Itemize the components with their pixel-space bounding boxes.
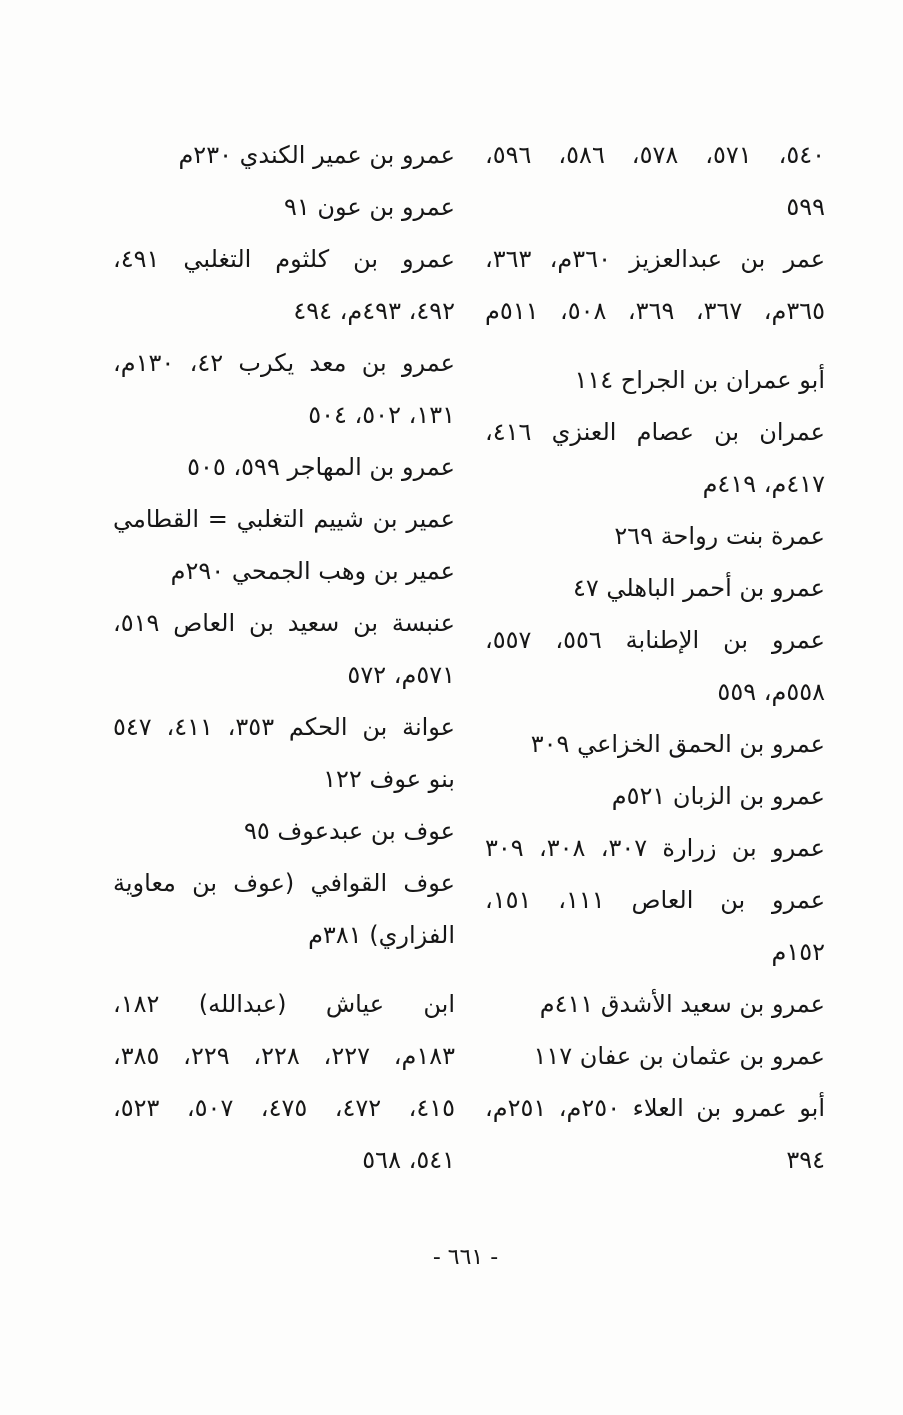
index-line: عمرو بن عثمان بن عفان ١١٧ xyxy=(533,1042,825,1070)
right-column xyxy=(485,129,825,1186)
index-line: الفزاري) ٣٨١م xyxy=(308,921,455,949)
index-line: عمرو بن الزبان ٥٢١م xyxy=(611,782,825,810)
index-line: عوف بن عبدعوف ٩٥ xyxy=(244,817,455,845)
index-line: عمير بن شييم التغلبي = القطامي xyxy=(113,505,455,533)
index-line: عمرو بن زرارة ٣٠٧، ٣٠٨، ٣٠٩ xyxy=(485,834,825,862)
index-line: ٣٦٥م، ٣٦٧، ٣٦٩، ٥٠٨، ٥١١م xyxy=(485,297,826,325)
index-line: عوانة بن الحكم ٣٥٣، ٤١١، ٥٤٧ xyxy=(113,713,456,741)
index-line: ٣٩٤ xyxy=(786,1146,825,1174)
index-line: عنبسة بن سعيد بن العاص ٥١٩، xyxy=(113,609,455,637)
index-line: عمرو بن كلثوم التغلبي ٤٩١، xyxy=(113,245,455,273)
index-line: عمرو بن سعيد الأشدق ٤١١م xyxy=(539,990,825,1018)
left-column xyxy=(113,129,455,1186)
index-line: عمرة بنت رواحة ٢٦٩ xyxy=(614,522,825,550)
index-line: عمران بن عصام العنزي ٤١٦، xyxy=(485,418,825,446)
index-line: عمر بن عبدالعزيز ٣٦٠م، ٣٦٣، xyxy=(485,245,826,273)
index-line: ٥٧١م، ٥٧٢ xyxy=(347,661,455,689)
index-line: ٤١٥، ٤٧٢، ٤٧٥، ٥٠٧، ٥٢٣، xyxy=(113,1094,456,1122)
index-line: عمرو بن أحمر الباهلي ٤٧ xyxy=(572,574,825,602)
index-line: ٤٩٢، ٤٩٣م، ٤٩٤ xyxy=(293,297,455,325)
index-line: عمرو بن العاص ١١١، ١٥١، xyxy=(485,886,826,914)
index-line: ٤١٧م، ٤١٩م xyxy=(702,470,825,498)
index-line: ٥٤٠، ٥٧١، ٥٧٨، ٥٨٦، ٥٩٦، xyxy=(485,141,826,169)
index-line: عمرو بن عمير الكندي ٢٣٠م xyxy=(178,141,455,169)
index-line: ٥٩٩ xyxy=(786,193,825,221)
index-line: أبو عمرو بن العلاء ٢٥٠م، ٢٥١م، xyxy=(485,1094,826,1122)
index-line: ٥٥٨م، ٥٥٩ xyxy=(717,678,825,706)
index-line: ١٥٢م xyxy=(771,938,825,966)
index-line: عمير بن وهب الجمحي ٢٩٠م xyxy=(170,557,455,585)
index-line: بنو عوف ١٢٢ xyxy=(323,765,455,793)
page-number: - ٦٦١ - xyxy=(432,1245,499,1270)
index-line: عوف القوافي (عوف بن معاوية xyxy=(113,869,455,897)
index-line: عمرو بن المهاجر ٥٩٩، ٥٠٥ xyxy=(187,453,455,481)
index-line: ٥٤١، ٥٦٨ xyxy=(362,1146,455,1174)
index-line: أبو عمران بن الجراح ١١٤ xyxy=(574,366,825,394)
index-line: ١٨٣م، ٢٢٧، ٢٢٨، ٢٢٩، ٣٨٥، xyxy=(113,1042,456,1070)
index-line: ١٣١، ٥٠٢، ٥٠٤ xyxy=(308,401,455,429)
index-line: عمرو بن معد يكرب ٤٢، ١٣٠م، xyxy=(113,349,455,377)
index-line: عمرو بن الحمق الخزاعي ٣٠٩ xyxy=(530,730,825,758)
index-line: عمرو بن عون ٩١ xyxy=(284,193,455,221)
index-line: عمرو بن الإطنابة ٥٥٦، ٥٥٧، xyxy=(485,626,826,654)
index-line: ابن عياش (عبدالله) ١٨٢، xyxy=(113,990,455,1018)
